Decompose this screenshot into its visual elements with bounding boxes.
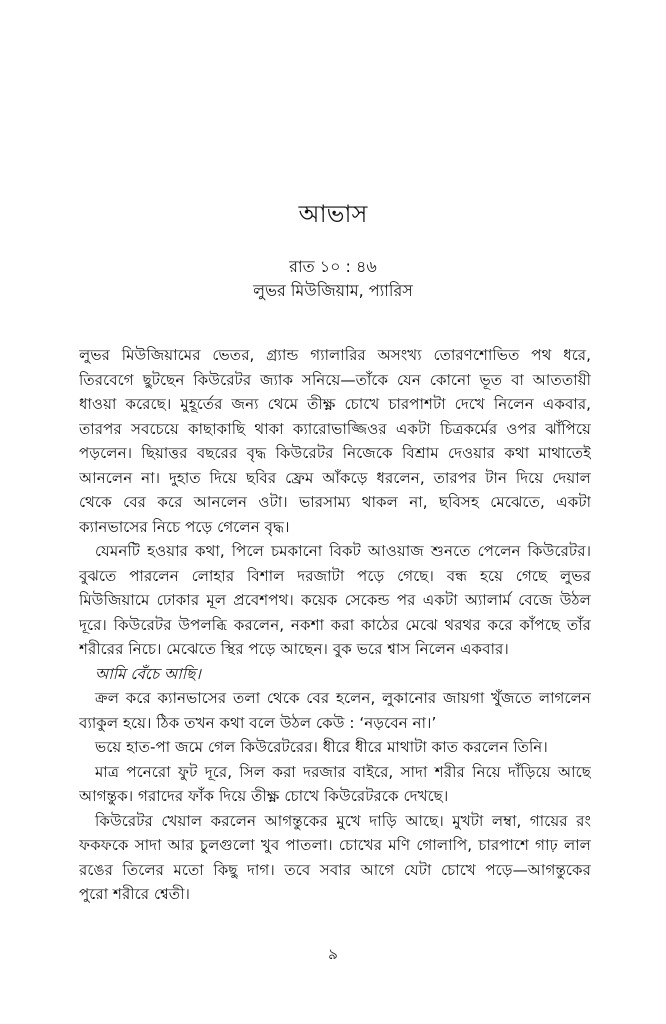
text-line: পুরো শরীরে শ্বেতী। — [79, 885, 190, 903]
text-line: ক্রল করে ক্যানভাসের তলা থেকে বের হলেন, লুকানোর জায়গা খুঁজতে লাগলেন — [95, 689, 591, 707]
text-line: আমি বেঁচে আছি। — [95, 664, 201, 683]
text-line: রঙের তিলের মতো কিছু দাগ। তবে সবার আগে যেটা চোখে পড়ে—আগন্তুকের — [79, 860, 591, 879]
location-line: লুভর মিউজিয়াম, প্যারিস — [253, 281, 413, 300]
text-line: ধাওয়া করেছে। মুহূর্তের জন্য থেমে তীক্ষ্ণ চোখে চারপাশটা দেখে নিলেন একবার, — [79, 395, 591, 413]
text-line: ফকফকে সাদা আর চুলগুলো খুব পাতলা। চোখের মণি গোলাপি, চারপাশে গাঢ় লাল — [79, 836, 591, 854]
text-line: মিউজিয়ামে ঢোকার মূল প্রবেশপথ। কয়েক সেকেন্ড পর একটা অ্যালার্ম বেজে উঠল — [79, 591, 591, 609]
text-line: পড়লেন। ছিয়াত্তর বছরের বৃদ্ধ কিউরেটর নিজেকে বিশ্রাম দেওয়ার কথা মাথাতেই — [79, 444, 591, 462]
text-line: যেমনটি হওয়ার কথা, পিলে চমকানো বিকট আওয়াজ শুনতে পেলেন কিউরেটর। — [95, 542, 591, 560]
text-line: লুভর মিউজিয়ামের ভেতর, গ্র্যান্ড গ্যালারির অসংখ্য তোরণশোভিত পথ ধরে, — [79, 346, 591, 364]
text-line: বুঝতে পারলেন লোহার বিশাল দরজাটা পড়ে গেছে। বন্ধ হয়ে গেছে লুভর — [79, 566, 591, 585]
text-line: আগন্তুক। গরাদের ফাঁক দিয়ে তীক্ষ্ণ চোখে কিউরেটরকে দেখছে। — [79, 787, 449, 805]
text-line: ভয়ে হাত-পা জমে গেল কিউরেটরের। ধীরে ধীরে মাথাটা কাত করলেন তিনি। — [95, 738, 548, 756]
text-line: ব্যাকুল হয়ে। ঠিক তখন কথা বলে উঠল কেউ : ‘নড়বেন না।’ — [79, 713, 437, 732]
text-line: তিরবেগে ছুটছেন কিউরেটর জ্যাক সনিয়ে—তাঁকে যেন কোনো ভূত বা আততায়ী — [79, 370, 591, 389]
text-line: ক্যানভাসের নিচে পড়ে গেলেন বৃদ্ধ। — [79, 517, 290, 536]
text-line: মাত্র পনেরো ফুট দূরে, সিল করা দরজার বাইরে, সাদা শরীর নিয়ে দাঁড়িয়ে আছে — [95, 762, 591, 781]
time-line: রাত ১০ : ৪৬ — [289, 257, 377, 276]
body-text — [79, 343, 591, 907]
text-line: আনলেন না। দুহাত দিয়ে ছবির ফ্রেম আঁকড়ে ধরলেন, তারপর টান দিয়ে দেয়াল — [79, 468, 591, 487]
chapter-title: আভাস — [298, 200, 368, 228]
page-number: ৯ — [328, 945, 338, 963]
text-line: তারপর সবচেয়ে কাছাকাছি থাকা ক্যারোভাজ্জিওর একটা চিত্রকর্মের ওপর ঝাঁপিয়ে — [79, 419, 591, 438]
text-line: শরীরের নিচে। মেঝেতে স্থির পড়ে আছেন। বুক ভরে শ্বাস নিলেন একবার। — [79, 640, 509, 658]
text-line: কিউরেটর খেয়াল করলেন আগন্তুকের মুখে দাড়ি আছে। মুখটা লম্বা, গায়ের রং — [95, 811, 591, 830]
text-line: দূরে। কিউরেটর উপলব্ধি করলেন, নকশা করা কাঠের মেঝে থরথর করে কাঁপছে তাঁর — [79, 615, 591, 634]
text-line: থেকে বের করে আনলেন ওটা। ভারসাম্য থাকল না, ছবিসহ মেঝেতে, একটা — [79, 493, 591, 511]
